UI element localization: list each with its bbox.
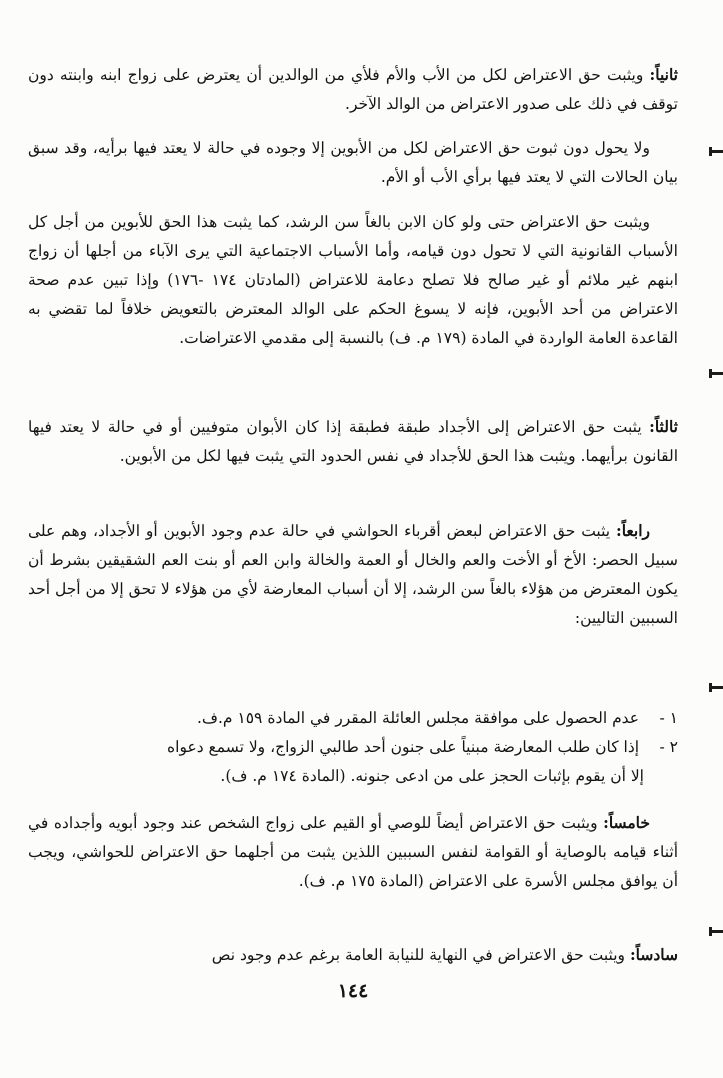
- paragraph-text: ويثبت حق الاعتراض حتى ولو كان الابن بالغاً سن الرشد، كما يثبت هذا الحق للأبوين من أجل كل الأسباب القانونية التي لا تحول دون قيامه، وأما الأسباب الاجتماعية التي يرى الآباء من أجلها أن زواج ابنهم غير ملائم أو غير صالح فلا تصلح دعامة للاعتراض (المادتان ١٧٤ -١٧٦) وإذا تبين عدم صحة الاعتراض من أحد الأبوين، فإنه لا يسوغ الحكم على الوالد المعترض بالتعويض خلافاً لما تقضي به القاعدة العامة الواردة في المادة (١٧٩ م. ف) بالنسبة إلى مقدمي الاعتراضات.: [28, 213, 678, 347]
- paragraph-lead: خامساً:: [603, 813, 650, 832]
- list-text: عدم الحصول على موافقة مجلس العائلة المقرر في المادة ١٥٩ م.ف.: [196, 709, 640, 727]
- paragraph-text: ويثبت حق الاعتراض في النهاية للنيابة العامة برغم عدم وجود نص: [211, 946, 626, 964]
- page-number: ١٤٤: [337, 980, 369, 1002]
- list-text: إذا كان طلب المعارضة مبنياً على جنون أحد طالبي الزواج، ولا تسمع دعواه: [167, 738, 640, 756]
- paragraph-text: ويثبت حق الاعتراض لكل من الأب والأم فلأي من الوالدين أن يعترض على زواج ابنه وابنته دون توقف في ذلك على صدور الاعتراض من الوالد الآخر.: [28, 66, 678, 113]
- document-page: [28, 40, 678, 1040]
- margin-mark: [709, 686, 723, 689]
- list-item: [28, 733, 678, 791]
- paragraph-sixth: [28, 940, 678, 970]
- paragraph-lead: رابعاً:: [615, 521, 650, 540]
- paragraph-fifth: [28, 808, 678, 896]
- paragraph-third: [28, 412, 678, 471]
- list-number: ١ -: [659, 709, 678, 727]
- list-continuation: إلا أن يقوم بإثبات الحجز على من ادعى جنونه. (المادة ١٧٤ م. ف).: [220, 767, 644, 785]
- list-item: [28, 704, 678, 733]
- paragraph-lead: ثالثاً:: [649, 417, 678, 436]
- paragraph-lead: سادساً:: [629, 945, 678, 964]
- margin-mark: [709, 930, 723, 933]
- paragraph-second: [28, 60, 678, 119]
- paragraph-text: ويثبت حق الاعتراض أيضاً للوصي أو القيم على زواج الشخص عند وجود أبويه وأجداده في أثناء قيامه بالوصاية أو القوامة لنفس السببين اللذين يثبت من أجلهما حق الاعتراض للحواشي، ويجب أن يوافق مجلس الأسرة على الاعتراض (المادة ١٧٥ م. ف).: [28, 814, 678, 890]
- list-number: ٢ -: [659, 738, 678, 756]
- paragraph-fourth: [28, 516, 678, 633]
- paragraph-parents-condition: [28, 134, 678, 192]
- margin-mark: [709, 150, 723, 153]
- margin-mark: [709, 372, 723, 375]
- paragraph-adult-child: [28, 208, 678, 353]
- paragraph-lead: ثانياً:: [649, 65, 678, 84]
- paragraph-text: ولا يحول دون ثبوت حق الاعتراض لكل من الأبوين إلا وجوده في حالة لا يعتد فيها برأيه، وقد سبق بيان الحالات التي لا يعتد فيها برأي الأب أو الأم.: [28, 139, 678, 186]
- paragraph-text: يثبت حق الاعتراض إلى الأجداد طبقة فطبقة إذا كان الأبوان متوفيين أو في حالة لا يعتد فيها القانون برأيهما. ويثبت هذا الحق للأجداد في نفس الحدود التي يثبت فيها لكل من الأبوين.: [28, 418, 678, 465]
- paragraph-text: يثبت حق الاعتراض لبعض أقرباء الحواشي في حالة عدم وجود الأبوين أو الأجداد، وهم على سبيل الحصر: الأخ أو الأخت والعم والخال أو العمة والخالة وابن العم أو بنت العم الشقيقين بشرط أن يكون المعترض من هؤلاء بالغاً سن الرشد، إلا أن أسباب المعارضة لأي من هؤلاء لا تحق إلا من أجل أحد السببين التاليين:: [28, 522, 678, 627]
